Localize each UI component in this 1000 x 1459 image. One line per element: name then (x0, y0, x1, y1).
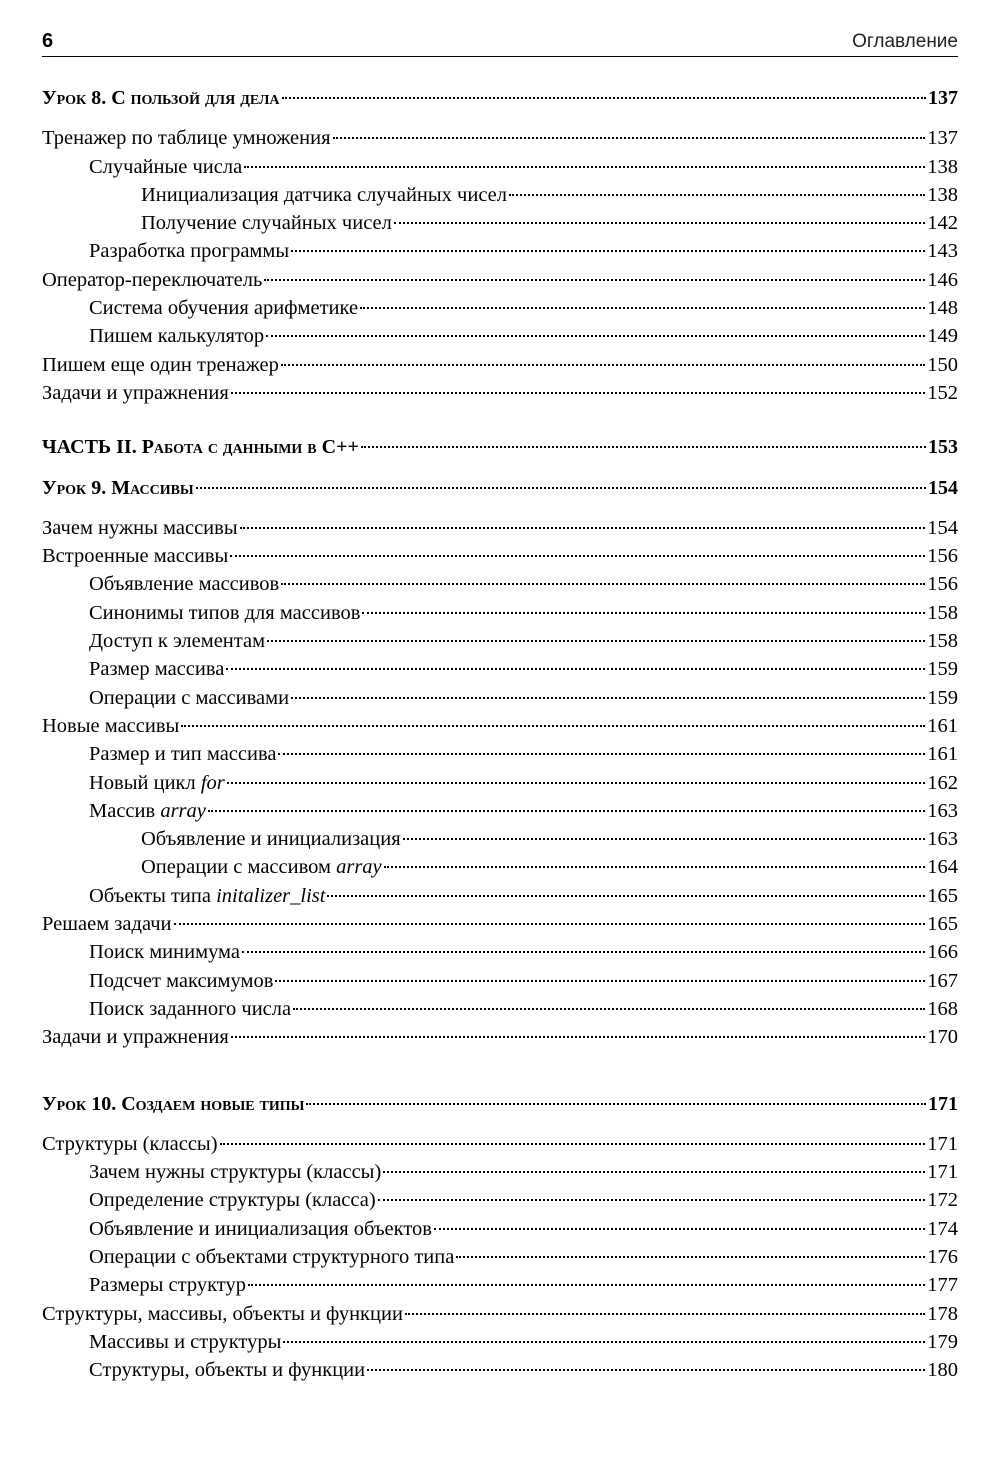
toc-part-2[interactable] (42, 433, 958, 461)
dot-leader (226, 668, 925, 670)
toc-entry[interactable] (42, 322, 958, 350)
toc-entry-text: Пишем еще один тренажер (42, 353, 279, 376)
dot-leader (509, 194, 925, 196)
dot-leader (208, 810, 925, 812)
toc-page-number: 156 (927, 573, 958, 596)
toc-entry-text: Зачем нужны массивы (42, 516, 238, 539)
toc-entry[interactable] (42, 237, 958, 265)
toc-entry-text: Поиск заданного числа (89, 997, 292, 1020)
toc-entry-text: Доступ к элементам (89, 630, 266, 653)
toc-entry-text: Объекты типа initalizer_list (89, 884, 326, 907)
toc-entry-text: Новый цикл for (89, 771, 225, 794)
toc-entry-text: Размеры структур (89, 1274, 246, 1297)
toc-page-number: 171 (927, 1132, 958, 1155)
toc-entry[interactable] (42, 655, 958, 683)
toc-entry-text: Массив array (89, 799, 206, 822)
toc-entry-text: Размер массива (89, 658, 225, 681)
toc-entry-text: Подсчет максимумов (89, 969, 274, 992)
toc-page-number: 159 (927, 658, 958, 681)
toc-page-number: 177 (927, 1274, 958, 1297)
running-title: Оглавление (852, 31, 958, 52)
toc-entry[interactable] (42, 181, 958, 209)
toc-entry[interactable] (42, 1130, 958, 1158)
toc-page-number: 180 (927, 1359, 958, 1382)
dot-leader (244, 166, 925, 168)
toc-entry[interactable] (42, 379, 958, 407)
toc-page-number: 161 (927, 714, 958, 737)
dot-leader (174, 923, 926, 925)
toc-entry[interactable] (42, 910, 958, 938)
dot-leader (275, 980, 925, 982)
toc-page-number: 163 (927, 799, 958, 822)
toc-page-number: 137 (927, 127, 958, 150)
toc-entry[interactable] (42, 124, 958, 152)
toc-page-number: 176 (927, 1245, 958, 1268)
toc-page-number: 138 (927, 155, 958, 178)
dot-leader (361, 446, 926, 448)
toc-page-number: 171 (928, 1092, 958, 1115)
dot-leader (362, 612, 925, 614)
dot-leader (248, 1284, 925, 1286)
page-number: 6 (42, 30, 54, 52)
toc-entry-text: Операции с объектами структурного типа (89, 1245, 455, 1268)
code-keyword: initalizer_list (216, 884, 326, 907)
toc-entry-text: Массивы и структуры (89, 1330, 282, 1353)
toc-page-number: 167 (927, 969, 958, 992)
table-of-contents (42, 84, 958, 1384)
toc-entry-text: Встроенные массивы (42, 545, 229, 568)
toc-part-title: ЧАСТЬ II. Работа с данными в C++ (42, 436, 359, 459)
toc-entry[interactable] (42, 514, 958, 542)
toc-page-number: 142 (927, 212, 958, 235)
toc-entry-text: Инициализация датчика случайных чисел (141, 183, 508, 206)
dot-leader (282, 97, 926, 99)
toc-entry[interactable] (42, 967, 958, 995)
toc-page-number: 154 (927, 516, 958, 539)
toc-page-number: 152 (927, 381, 958, 404)
dot-leader (281, 583, 925, 585)
toc-page-number: 159 (927, 686, 958, 709)
toc-page-number: 148 (927, 297, 958, 320)
toc-entry[interactable] (42, 542, 958, 570)
toc-entry[interactable] (42, 769, 958, 797)
toc-entry[interactable] (42, 853, 958, 881)
toc-entry[interactable] (42, 1243, 958, 1271)
toc-page-number: 156 (927, 545, 958, 568)
toc-page-number: 149 (927, 325, 958, 348)
toc-page-number: 150 (927, 353, 958, 376)
toc-entry[interactable] (42, 882, 958, 910)
toc-lesson-title: Урок 9. Массивы (42, 476, 194, 499)
toc-entry[interactable] (42, 599, 958, 627)
toc-page-number: 146 (927, 268, 958, 291)
code-keyword: array (160, 799, 206, 822)
toc-entry[interactable] (42, 1215, 958, 1243)
toc-entry-text: Структуры, массивы, объекты и функции (42, 1302, 403, 1325)
toc-page-number: 153 (928, 436, 958, 459)
dot-leader (230, 555, 925, 557)
toc-entry-text: Поиск минимума (89, 941, 240, 964)
toc-page-number: 137 (928, 87, 958, 109)
dot-leader (220, 1143, 926, 1145)
toc-entry[interactable] (42, 351, 958, 379)
toc-entry-text: Структуры, объекты и функции (89, 1359, 366, 1382)
toc-lesson-8[interactable] (42, 84, 958, 112)
dot-leader (360, 307, 925, 309)
toc-entry[interactable] (42, 712, 958, 740)
toc-entry-text: Задачи и упражнения (42, 1026, 229, 1049)
dot-leader (333, 137, 926, 139)
code-keyword: array (336, 856, 382, 879)
dot-leader (231, 392, 925, 394)
toc-entry-text: Решаем задачи (42, 913, 172, 936)
toc-entry-text: Объявление и инициализация объектов (89, 1217, 432, 1240)
toc-entry[interactable] (42, 797, 958, 825)
dot-leader (227, 782, 925, 784)
toc-entry-text: Операции с массивом array (141, 856, 382, 879)
dot-leader (291, 697, 925, 699)
toc-page-number: 179 (927, 1330, 958, 1353)
dot-leader (231, 1036, 925, 1038)
dot-leader (181, 725, 925, 727)
toc-page-number: 168 (927, 997, 958, 1020)
dot-leader (240, 527, 926, 529)
toc-entry[interactable] (42, 266, 958, 294)
toc-page-number: 164 (927, 856, 958, 879)
toc-lesson-title: Урок 10. Создаем новые типы (42, 1092, 305, 1115)
dot-leader (242, 951, 925, 953)
toc-page-number: 170 (927, 1026, 958, 1049)
dot-leader (383, 1171, 925, 1173)
toc-entry-text: Размер и тип массива (89, 743, 277, 766)
toc-entry-text: Зачем нужны структуры (классы) (89, 1161, 382, 1184)
dot-leader (378, 1199, 926, 1201)
toc-entry-text: Объявление массивов (89, 573, 280, 596)
dot-leader (264, 279, 925, 281)
toc-entry-text: Система обучения арифметике (89, 297, 359, 320)
toc-entry-text: Определение структуры (класса) (89, 1189, 376, 1212)
toc-page-number: 166 (927, 941, 958, 964)
toc-page-number: 158 (927, 601, 958, 624)
toc-page-number: 158 (927, 630, 958, 653)
toc-entry-text: Тренажер по таблице умножения (42, 127, 331, 150)
toc-entry[interactable] (42, 1186, 958, 1214)
dot-leader (196, 487, 926, 489)
dot-leader (327, 895, 925, 897)
toc-page-number: 143 (927, 240, 958, 263)
dot-leader (266, 335, 925, 337)
toc-entry[interactable] (42, 294, 958, 322)
toc-page-number: 163 (927, 828, 958, 851)
dot-leader (267, 640, 925, 642)
dot-leader (281, 364, 925, 366)
dot-leader (293, 1008, 925, 1010)
toc-entry-text: Синонимы типов для массивов (89, 601, 361, 624)
toc-entry-text: Задачи и упражнения (42, 381, 229, 404)
toc-entry-text: Разработка программы (89, 240, 290, 263)
dot-leader (283, 1341, 925, 1343)
toc-page-number: 138 (927, 183, 958, 206)
toc-entry-text: Случайные числа (89, 155, 243, 178)
toc-entry-text: Операции с массивами (89, 686, 290, 709)
toc-lesson-10[interactable] (42, 1090, 958, 1118)
toc-entry-text: Оператор-переключатель (42, 268, 263, 291)
toc-page-number: 165 (927, 884, 958, 907)
toc-entry[interactable] (42, 1328, 958, 1356)
toc-page-number: 161 (927, 743, 958, 766)
toc-entry-text: Новые массивы (42, 714, 180, 737)
dot-leader (394, 222, 925, 224)
toc-lesson-9[interactable] (42, 474, 958, 502)
toc-entry[interactable] (42, 627, 958, 655)
toc-lesson-title: Урок 8. С пользой для дела (42, 87, 280, 109)
dot-leader (291, 250, 925, 252)
dot-leader (278, 753, 925, 755)
toc-entry[interactable] (42, 209, 958, 237)
page-header (42, 30, 958, 57)
dot-leader (434, 1228, 925, 1230)
dot-leader (367, 1369, 925, 1371)
toc-entry[interactable] (42, 1356, 958, 1384)
toc-page-number: 165 (927, 913, 958, 936)
toc-page-number: 174 (927, 1217, 958, 1240)
toc-entry[interactable] (42, 153, 958, 181)
toc-entry[interactable] (42, 1271, 958, 1299)
dot-leader (456, 1256, 925, 1258)
toc-entry[interactable] (42, 1300, 958, 1328)
toc-entry[interactable] (42, 1023, 958, 1051)
toc-entry[interactable] (42, 825, 958, 853)
toc-entry[interactable] (42, 995, 958, 1023)
toc-entry[interactable] (42, 684, 958, 712)
toc-entry-text: Объявление и инициализация (141, 828, 401, 851)
toc-entry-text: Получение случайных чисел (141, 212, 392, 235)
toc-page-number: 154 (928, 476, 958, 499)
toc-entry[interactable] (42, 740, 958, 768)
toc-page-number: 162 (927, 771, 958, 794)
toc-page-number: 172 (927, 1189, 958, 1212)
toc-page-number: 171 (927, 1161, 958, 1184)
toc-entry[interactable] (42, 570, 958, 598)
toc-page-number: 178 (927, 1302, 958, 1325)
dot-leader (384, 866, 926, 868)
toc-entry-text: Пишем калькулятор (89, 325, 265, 348)
toc-entry[interactable] (42, 938, 958, 966)
dot-leader (403, 838, 926, 840)
dot-leader (306, 1103, 926, 1105)
toc-entry[interactable] (42, 1158, 958, 1186)
dot-leader (405, 1313, 925, 1315)
code-keyword: for (200, 771, 225, 794)
toc-entry-text: Структуры (классы) (42, 1132, 218, 1155)
